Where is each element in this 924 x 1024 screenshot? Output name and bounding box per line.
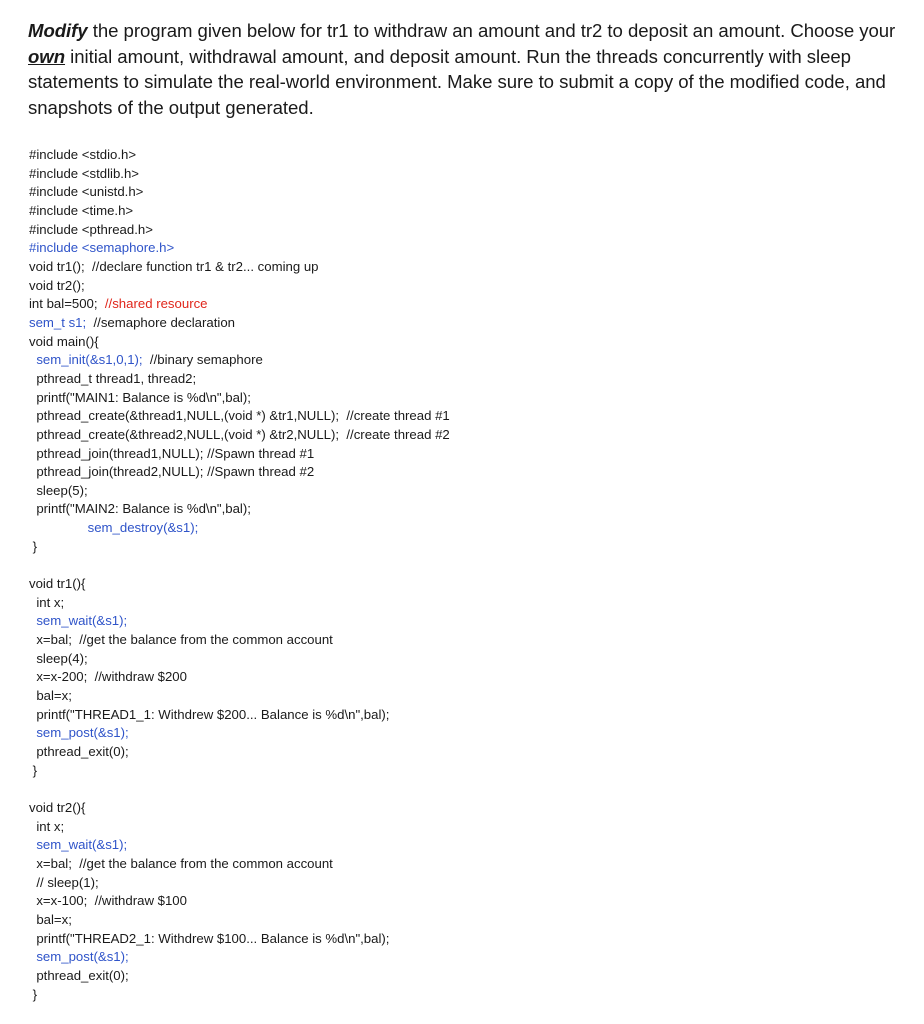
sem-init-call: sem_init(&s1,0,1); [29, 352, 143, 368]
code-line-sem-wait: sem_wait(&s1); [29, 613, 128, 629]
code-line: pthread_t thread1, thread2; [29, 370, 197, 386]
code-line: int x; [29, 818, 65, 834]
code-line: printf("MAIN1: Balance is %d\n",bal); [29, 389, 251, 405]
code-line: sleep(4); [29, 650, 88, 666]
code-line: printf("MAIN2: Balance is %d\n",bal); [29, 501, 251, 517]
code-line: } [29, 986, 38, 1002]
modify-word: Modify [28, 20, 88, 41]
blank-line [29, 780, 909, 799]
blank-line [29, 556, 909, 575]
code-line: #include <stdio.h> [29, 147, 137, 162]
code-line: void main(){ [29, 333, 99, 349]
balance-decl: int bal=500; [29, 296, 105, 312]
code-line: } [29, 762, 38, 778]
code-line: #include <pthread.h> [29, 221, 153, 237]
code-line: bal=x; [29, 911, 72, 927]
own-word: own [28, 45, 66, 67]
code-line: pthread_exit(0); [29, 744, 129, 759]
code-line-sem-decl [29, 314, 909, 333]
code-line: pthread_join(thread1,NULL); //Spawn thread #1 [29, 445, 315, 461]
code-line: #include <stdlib.h> [29, 165, 139, 181]
sem-init-comment: //binary semaphore [142, 352, 263, 368]
code-line: x=bal; //get the balance from the common account [29, 632, 333, 648]
code-line-sem-post: sem_post(&s1); [29, 725, 129, 741]
code-line: x=x-100; //withdraw $100 [29, 893, 187, 909]
assignment-instructions [28, 18, 912, 120]
code-line-sem-wait: sem_wait(&s1); [29, 837, 128, 853]
code-line: // sleep(1); [29, 874, 99, 890]
code-line: #include <unistd.h> [29, 184, 144, 200]
code-line: int x; [29, 594, 65, 610]
code-line: sleep(5); [29, 482, 88, 498]
code-line: printf("THREAD2_1: Withdrew $100... Balance is %d\n",bal); [29, 930, 390, 946]
code-line-sem-destroy: sem_destroy(&s1); [29, 520, 199, 536]
shared-resource-comment: //shared resource [104, 296, 208, 312]
code-line: pthread_exit(0); [29, 967, 129, 983]
instructions-text-2: initial amount, withdrawal amount, and deposit amount. Run the threads concurrently with sleep statements to simulate the real-world environment. Make sure to submit a copy of the modified code, and snapshots of the output generated. [28, 45, 886, 118]
code-line: x=bal; //get the balance from the common account [29, 855, 333, 871]
sem-decl: sem_t s1; [29, 314, 87, 330]
sem-decl-comment: //semaphore declaration [86, 314, 235, 330]
code-listing [29, 146, 909, 1004]
code-line: void tr1(){ [29, 576, 86, 592]
code-line: x=x-200; //withdraw $200 [29, 669, 187, 685]
code-line: pthread_join(thread2,NULL); //Spawn thread #2 [29, 464, 315, 480]
code-line: } [29, 538, 38, 554]
code-line: pthread_create(&thread2,NULL,(void *) &tr2,NULL); //create thread #2 [29, 426, 450, 442]
code-line: pthread_create(&thread1,NULL,(void *) &tr1,NULL); //create thread #1 [29, 408, 450, 424]
code-line: bal=x; [29, 688, 72, 704]
code-line-sem-init [29, 351, 909, 370]
code-line: printf("THREAD1_1: Withdrew $200... Balance is %d\n",bal); [29, 706, 390, 722]
code-line-sem-post: sem_post(&s1); [29, 949, 129, 965]
code-line: void tr1(); //declare function tr1 & tr2... coming up [29, 258, 319, 274]
code-line: #include <time.h> [29, 202, 134, 218]
code-line: void tr2(){ [29, 799, 86, 815]
code-line: void tr2(); [29, 277, 85, 293]
instructions-text-1: the program given below for tr1 to withdraw an amount and tr2 to deposit an amount. Choose your [87, 20, 896, 41]
code-line-balance [29, 295, 909, 314]
code-line-semaphore-include: #include <semaphore.h> [29, 240, 175, 256]
